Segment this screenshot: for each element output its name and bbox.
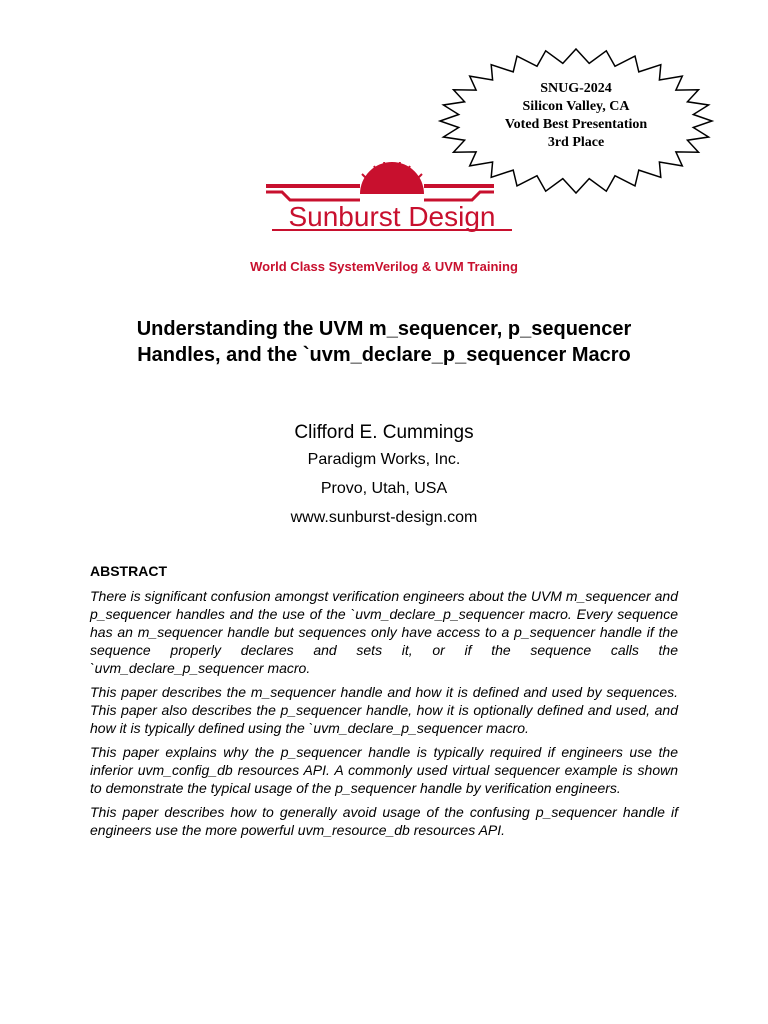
author-name: Clifford E. Cummings [294, 422, 474, 443]
abstract-paragraph: This paper describes how to generally avoid usage of the confusing p_sequencer handle if engineers use the more powerful uvm_resource_db resources API. [90, 804, 678, 838]
title-line-2: Handles, and the `uvm_declare_p_sequencer Macro [137, 344, 631, 366]
badge-line-award: Voted Best Presentation [504, 117, 648, 132]
badge-line-location: Silicon Valley, CA [522, 99, 630, 114]
abstract-body [90, 587, 678, 845]
title-line-1: Understanding the UVM m_sequencer, p_sequencer [136, 318, 632, 340]
sunburst-design-logo [262, 162, 522, 246]
paper-title [0, 316, 768, 368]
author-location: Provo, Utah, USA [320, 480, 448, 497]
badge-line-event: SNUG-2024 [540, 81, 612, 96]
author-website: www.sunburst-design.com [290, 509, 478, 526]
badge-line-place: 3rd Place [547, 135, 605, 150]
award-badge-text [440, 80, 712, 152]
abstract-paragraph: This paper describes the m_sequencer handle and how it is defined and used by sequences. This paper also describes the p_sequencer handle, how it is optionally defined and used, and how it is typically defined using the `uvm_declare_p_sequencer macro. [90, 684, 678, 736]
tagline: World Class SystemVerilog & UVM Training [250, 259, 518, 274]
abstract-heading: ABSTRACT [90, 563, 167, 579]
logo-wordmark: Sunburst Design [288, 201, 496, 232]
abstract-paragraph: There is significant confusion amongst verification engineers about the UVM m_sequencer and p_sequencer handles and the use of the `uvm_declare_p_sequencer macro. Every sequence has an m_sequencer handle but sequences only have access to a p_sequencer handle if the sequence properly declares and sets it, or if the sequence calls the `uvm_declare_p_sequencer macro. [90, 588, 678, 676]
author-organization: Paradigm Works, Inc. [307, 451, 461, 468]
abstract-paragraph: This paper explains why the p_sequencer handle is typically required if engineers use the inferior uvm_config_db resources API. A commonly used virtual sequencer example is shown to demonstrate the typical usage of the p_sequencer handle by verification engineers. [90, 744, 678, 796]
